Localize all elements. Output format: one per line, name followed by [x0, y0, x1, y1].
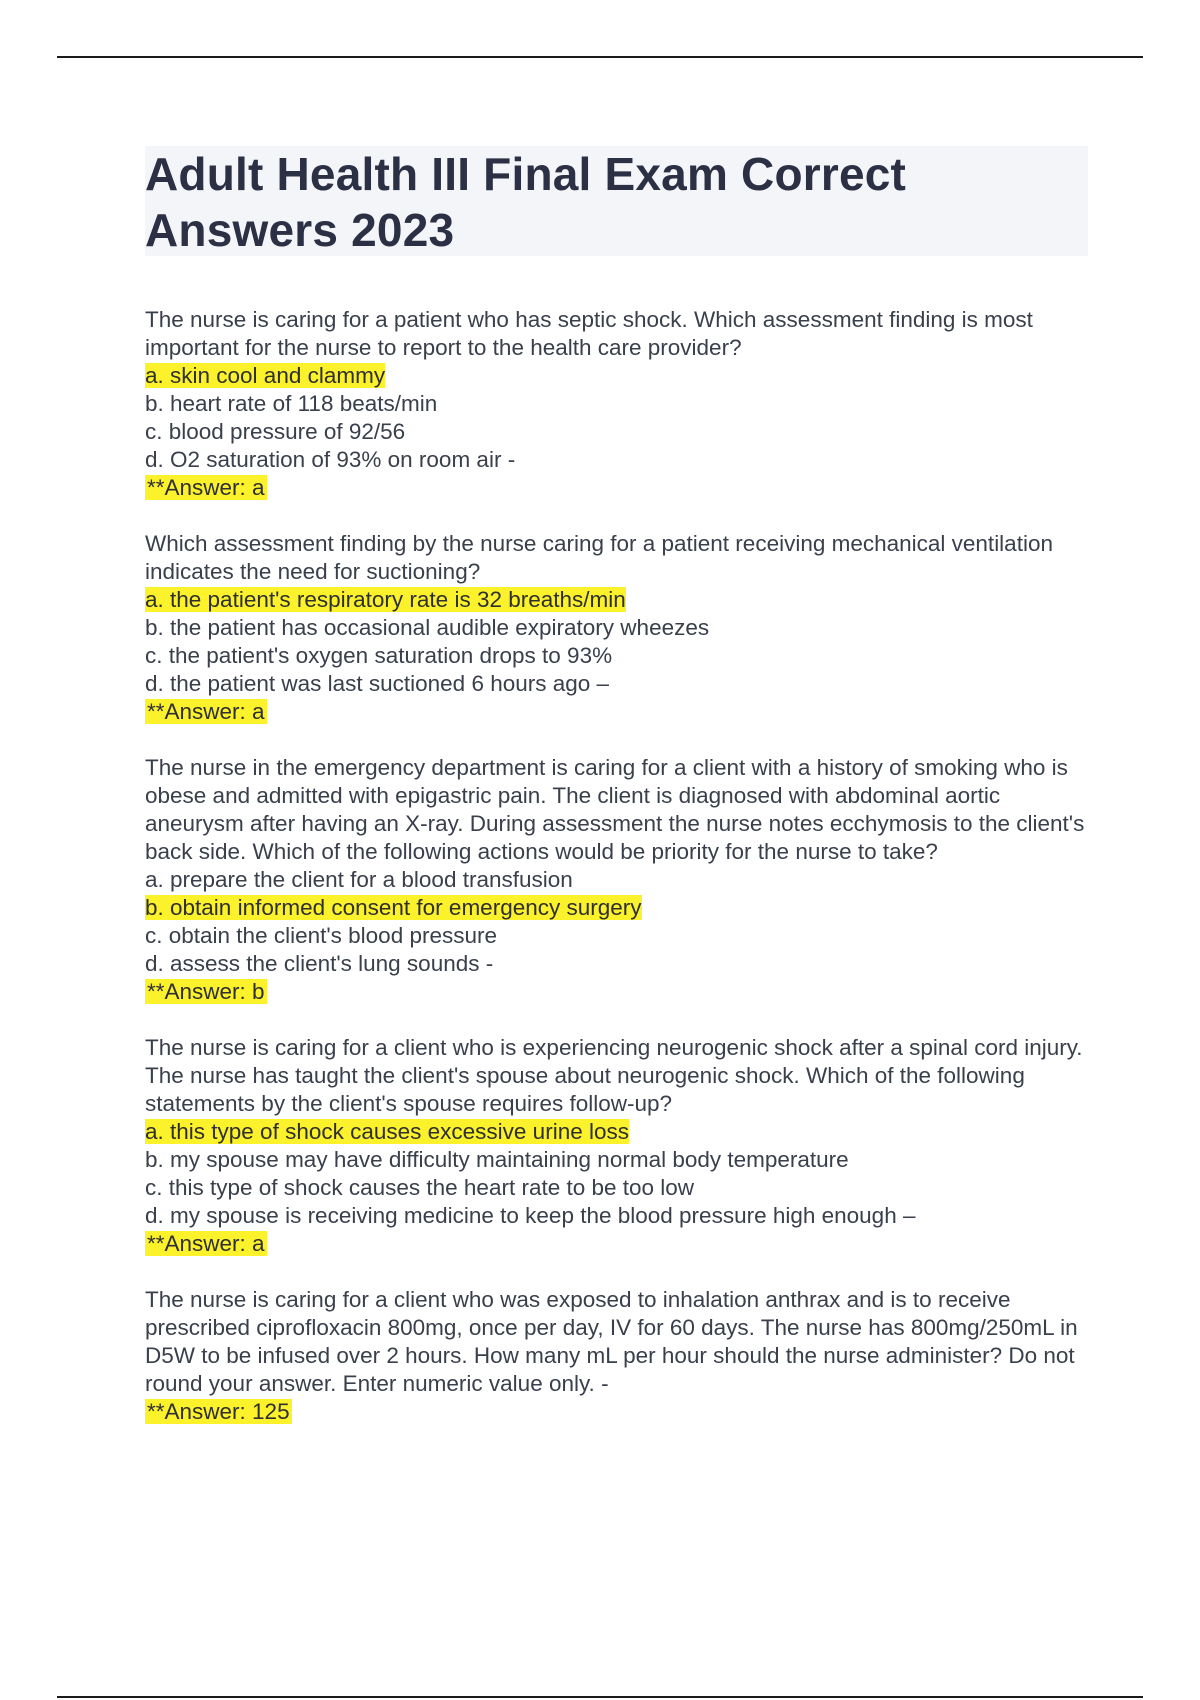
option-c: c. the patient's oxygen saturation drops to 93% [145, 643, 613, 668]
question-5 [145, 1286, 1095, 1426]
option-text: a. the patient's respiratory rate is 32 breaths/min [145, 587, 626, 612]
option-text: a. skin cool and clammy [145, 363, 386, 388]
answer-text: **Answer: 125 [147, 1399, 290, 1424]
option-b [145, 894, 1095, 922]
option-d: d. my spouse is receiving medicine to keep the blood pressure high enough – [145, 1203, 916, 1228]
option-b: b. the patient has occasional audible expiratory wheezes [145, 615, 710, 640]
bottom-rule [57, 1696, 1143, 1698]
question-stem: The nurse is caring for a client who was exposed to inhalation anthrax and is to receive prescribed ciprofloxacin 800mg, once per day, IV for 60 days. The nurse has 800mg/250mL in D5W to be infused over 2 hours. How many mL per hour should the nurse administer? Do not round your answer. Enter numeric value only. - [145, 1287, 1078, 1396]
question-stem: Which assessment finding by the nurse caring for a patient receiving mechanical ventilation indicates the need for suctioning? [145, 531, 1053, 584]
answer-line [145, 1398, 1095, 1426]
question-stem: The nurse is caring for a client who is experiencing neurogenic shock after a spinal cord injury. The nurse has taught the client's spouse about neurogenic shock. Which of the following statements by the client's spouse requires follow-up? [145, 1035, 1083, 1116]
question-stem: The nurse in the emergency department is caring for a client with a history of smoking who is obese and admitted with epigastric pain. The client is diagnosed with abdominal aortic aneurysm after having an X-ray. During assessment the nurse notes ecchymosis to the client's back side. Which of the following actions would be priority for the nurse to take? [145, 755, 1085, 864]
question-2 [145, 530, 1095, 726]
question-3 [145, 754, 1095, 1006]
question-1 [145, 306, 1095, 502]
question-stem: The nurse is caring for a patient who has septic shock. Which assessment finding is most important for the nurse to report to the health care provider? [145, 307, 1033, 360]
option-d: d. O2 saturation of 93% on room air - [145, 447, 516, 472]
page-title: Adult Health III Final Exam Correct Answers 2023 [145, 148, 907, 256]
option-b: b. heart rate of 118 beats/min [145, 391, 438, 416]
answer-line [145, 1230, 1095, 1258]
answer-text: **Answer: a [147, 475, 265, 500]
answer-line [145, 978, 1095, 1006]
option-c: c. obtain the client's blood pressure [145, 923, 498, 948]
option-a [145, 1118, 1095, 1146]
option-c: c. this type of shock causes the heart rate to be too low [145, 1175, 695, 1200]
option-d: d. assess the client's lung sounds - [145, 951, 494, 976]
option-text: b. obtain informed consent for emergency surgery [145, 895, 642, 920]
answer-text: **Answer: b [147, 979, 265, 1004]
option-c: c. blood pressure of 92/56 [145, 419, 406, 444]
top-rule [57, 56, 1143, 58]
option-a [145, 586, 1095, 614]
option-text: a. this type of shock causes excessive urine loss [145, 1119, 629, 1144]
answer-line [145, 474, 1095, 502]
question-4 [145, 1034, 1095, 1258]
option-a [145, 362, 1095, 390]
answer-text: **Answer: a [147, 1231, 265, 1256]
option-a: a. prepare the client for a blood transfusion [145, 867, 573, 892]
question-list [145, 306, 1095, 1454]
answer-line [145, 698, 1095, 726]
answer-text: **Answer: a [147, 699, 265, 724]
option-b: b. my spouse may have difficulty maintaining normal body temperature [145, 1147, 849, 1172]
option-d: d. the patient was last suctioned 6 hours ago – [145, 671, 610, 696]
title-box [145, 146, 1088, 256]
